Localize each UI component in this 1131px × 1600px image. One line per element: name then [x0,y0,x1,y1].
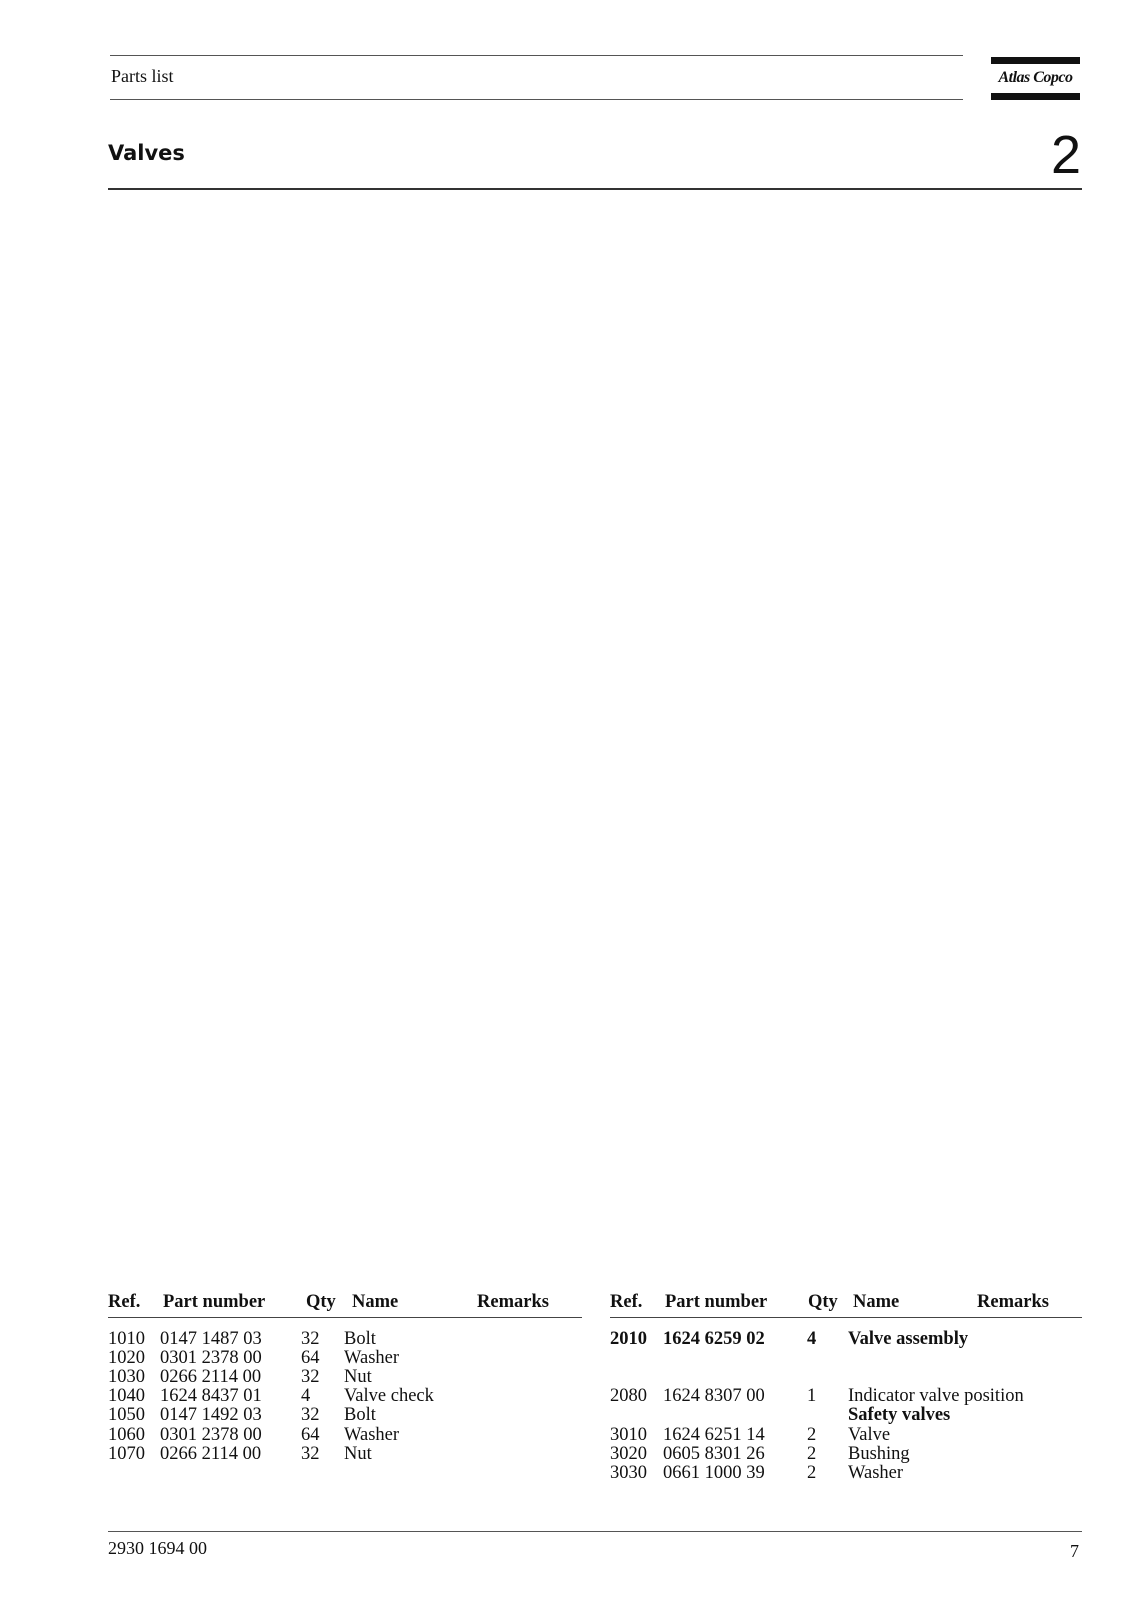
table-row [108,1387,582,1406]
row-ref: 1050 [108,1405,145,1426]
table-row [610,1368,1082,1387]
row-qty: 32 [301,1329,320,1349]
logo-bottom-bar [991,93,1080,100]
table-row [108,1426,582,1445]
row-part-number: 1624 8307 00 [663,1386,765,1407]
row-part-number: 1624 8437 01 [160,1386,262,1407]
row-part-number: 0147 1487 03 [160,1329,262,1349]
footer-rule [108,1531,1082,1532]
row-name: Valve assembly [848,1329,969,1349]
row-part-number: 0266 2114 00 [160,1443,262,1464]
col-header-remarks: Remarks [977,1292,1049,1312]
row-part-number: 0605 8301 26 [663,1443,765,1464]
row-qty: 1 [807,1386,817,1407]
row-name: Safety valves [848,1405,951,1426]
header-bottom-rule [110,99,963,100]
row-name: Washer [848,1462,904,1483]
header-rule [610,1317,1082,1318]
col-header-ref: Ref. [610,1292,643,1312]
table-row [108,1349,582,1368]
table-row [108,1406,582,1425]
table-row [610,1445,1082,1464]
brand-logo [991,57,1080,101]
row-ref: 1020 [108,1348,145,1369]
row-part-number: 0301 2378 00 [160,1348,262,1369]
row-qty: 4 [807,1329,817,1349]
page-number: 7 [1070,1541,1079,1561]
row-ref: 1040 [108,1386,145,1407]
header-label: Parts list [111,66,174,86]
table-row [610,1464,1082,1483]
document-number: 2930 1694 00 [108,1538,207,1558]
row-name: Washer [344,1424,400,1445]
row-part-number: 0301 2378 00 [160,1424,262,1445]
row-qty: 2 [807,1443,817,1464]
col-header-remarks: Remarks [477,1292,549,1312]
row-part-number: 0147 1492 03 [160,1405,262,1426]
row-qty: 64 [301,1424,320,1445]
logo-wordmark: Atlas Copco [998,69,1073,86]
col-header-qty: Qty [808,1292,838,1312]
row-ref: 3020 [610,1443,647,1464]
table-row [610,1387,1082,1406]
table-row [610,1406,1082,1425]
row-ref: 1070 [108,1443,145,1464]
row-qty: 2 [807,1424,817,1445]
section-number: 2 [1050,125,1081,185]
header-rule [108,1317,582,1318]
row-qty: 4 [301,1386,311,1407]
row-name: Bushing [848,1443,910,1464]
parts-table-left [108,1292,582,1482]
row-name: Valve [848,1424,891,1445]
row-name: Washer [344,1348,400,1369]
col-header-part-number: Part number [665,1292,768,1312]
table-row [610,1349,1082,1368]
logo-top-bar [991,57,1080,64]
row-ref: 1030 [108,1367,145,1388]
table-row [108,1445,582,1464]
table-row [610,1330,1082,1349]
row-qty: 32 [301,1367,320,1388]
table-row [610,1426,1082,1445]
row-name: Bolt [344,1329,376,1349]
row-qty: 64 [301,1348,320,1369]
row-part-number: 0661 1000 39 [663,1462,765,1483]
row-ref: 1010 [108,1329,145,1349]
col-header-name: Name [853,1292,900,1312]
row-name: Bolt [344,1405,376,1426]
col-header-ref: Ref. [108,1292,141,1312]
col-header-name: Name [352,1292,399,1312]
row-name: Nut [344,1443,372,1464]
table-row [108,1330,582,1349]
row-qty: 2 [807,1462,817,1483]
col-header-part-number: Part number [163,1292,266,1312]
row-ref: 1060 [108,1424,145,1445]
row-part-number: 1624 6251 14 [663,1424,765,1445]
section-title: Valves [108,141,185,165]
row-part-number: 1624 6259 02 [663,1329,765,1349]
header-top-rule [110,55,963,56]
row-part-number: 0266 2114 00 [160,1367,262,1388]
col-header-qty: Qty [306,1292,336,1312]
row-ref: 2080 [610,1386,647,1407]
row-ref: 3010 [610,1424,647,1445]
row-ref: 2010 [610,1329,647,1349]
parts-table-right [610,1292,1082,1482]
table-row [108,1368,582,1387]
row-qty: 32 [301,1405,320,1426]
row-name: Valve check [344,1386,434,1407]
row-name: Indicator valve position [848,1386,1024,1407]
row-name: Nut [344,1367,372,1388]
row-ref: 3030 [610,1462,647,1483]
row-qty: 32 [301,1443,320,1464]
section-rule [108,188,1082,190]
